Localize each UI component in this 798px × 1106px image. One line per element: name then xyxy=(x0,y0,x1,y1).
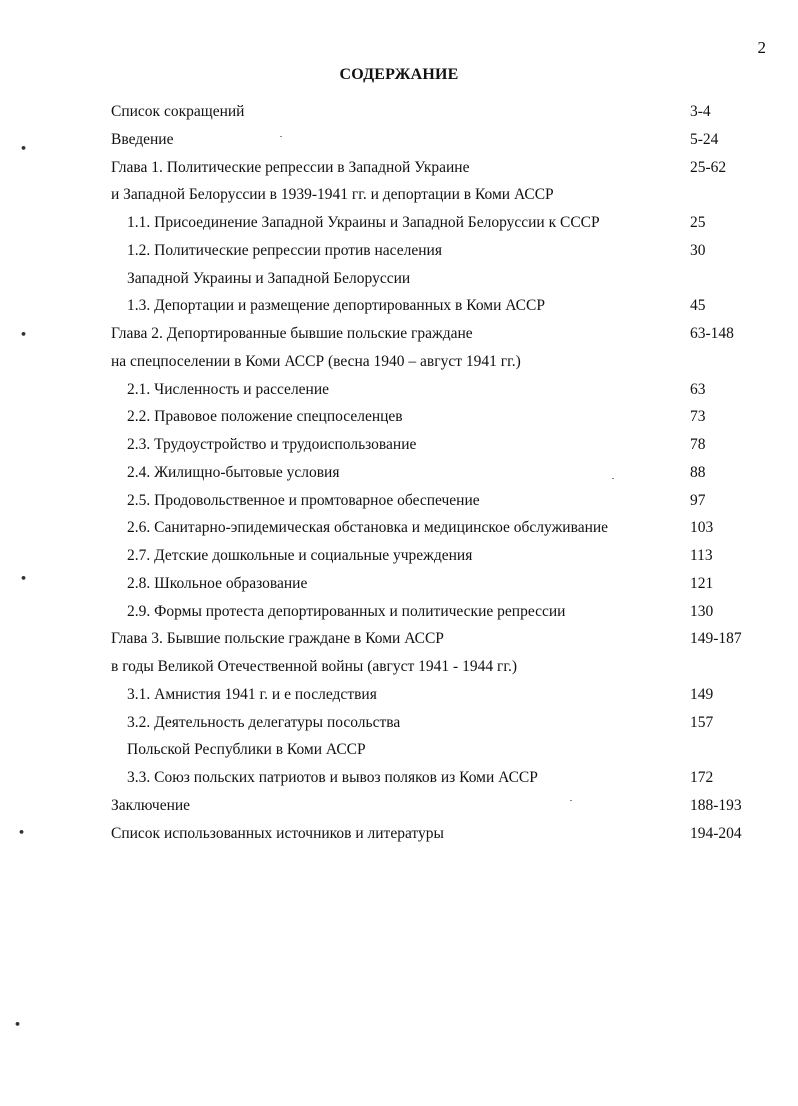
toc-entry xyxy=(0,709,798,737)
toc-entry-title: и Западной Белоруссии в 1939-1941 гг. и депортации в Коми АССР xyxy=(111,186,554,204)
toc-entry-title: Глава 2. Депортированные бывшие польские граждане xyxy=(111,325,473,342)
toc-entry xyxy=(0,181,798,209)
toc-entry-title: Польской Республики в Коми АССР xyxy=(127,741,366,759)
toc-entry xyxy=(0,514,798,542)
toc-entry-title: Глава 3. Бывшие польские граждане в Коми АССР xyxy=(111,630,444,648)
table-of-contents xyxy=(0,98,798,847)
toc-entry-title: Введение xyxy=(111,130,174,148)
toc-entry-pages: 113 xyxy=(690,547,713,564)
toc-entry-pages: 78 xyxy=(690,436,706,453)
toc-entry-pages: 172 xyxy=(690,769,714,786)
page-number: 2 xyxy=(757,38,766,57)
toc-entry-pages: 5-24 xyxy=(690,130,719,148)
toc-entry xyxy=(0,792,798,820)
toc-entry-pages: 103 xyxy=(690,519,714,537)
toc-entry-pages: 3-4 xyxy=(690,103,711,120)
toc-entry-title: 2.1. Численность и расселение xyxy=(127,380,330,398)
toc-entry-title: 1.3. Депортации и размещение депортированных в Коми АССР xyxy=(127,297,545,315)
toc-entry-pages: 97 xyxy=(690,491,706,509)
scan-mark: • xyxy=(20,142,28,155)
toc-entry xyxy=(0,653,798,681)
scan-mark: • xyxy=(20,572,28,585)
toc-entry-pages: 25-62 xyxy=(690,158,727,176)
toc-entry xyxy=(0,265,798,293)
toc-entry-title: 1.1. Присоединение Западной Украины и Западной Белоруссии к СССР xyxy=(127,214,600,231)
toc-entry-title: 3.2. Деятельность делегатуры посольства xyxy=(127,713,401,731)
scan-speck xyxy=(280,136,282,137)
toc-entry xyxy=(0,625,798,653)
toc-entry xyxy=(0,570,798,598)
toc-entry-pages: 30 xyxy=(690,241,706,259)
toc-entry-pages: 121 xyxy=(690,574,714,592)
toc-entry xyxy=(0,431,798,459)
toc-entry-title: 3.1. Амнистия 1941 г. и е последствия xyxy=(127,685,377,703)
toc-entry xyxy=(0,237,798,265)
toc-entry-title: 2.6. Санитарно-эпидемическая обстановка и медицинское обслуживание xyxy=(127,519,609,537)
toc-entry-pages: 149-187 xyxy=(690,630,742,648)
toc-entry xyxy=(0,98,798,126)
toc-entry-title: в годы Великой Отечественной войны (август 1941 - 1944 гг.) xyxy=(111,658,517,675)
toc-entry-title: Западной Украины и Западной Белоруссии xyxy=(127,269,411,287)
toc-entry-title: 2.2. Правовое положение спецпоселенцев xyxy=(127,408,403,426)
toc-entry xyxy=(0,820,798,848)
toc-entry xyxy=(0,209,798,237)
toc-entry-pages: 188-193 xyxy=(690,796,742,814)
toc-entry xyxy=(0,376,798,404)
scan-speck xyxy=(612,478,614,479)
toc-entry xyxy=(0,736,798,764)
toc-entry xyxy=(0,764,798,792)
toc-entry-title: 2.5. Продовольственное и промтоварное обеспечение xyxy=(127,491,480,509)
toc-entry-title: 2.4. Жилищно-бытовые условия xyxy=(127,463,340,481)
toc-entry-pages: 157 xyxy=(690,713,714,731)
toc-entry-title: 1.2. Политические репрессии против населения xyxy=(127,241,442,259)
page-title: СОДЕРЖАНИЕ xyxy=(339,66,459,83)
toc-entry-pages: 194-204 xyxy=(690,824,742,842)
toc-entry xyxy=(0,320,798,348)
toc-entry xyxy=(0,459,798,487)
toc-entry-pages: 63 xyxy=(690,380,706,398)
toc-entry-pages: 63-148 xyxy=(690,325,734,342)
toc-entry xyxy=(0,126,798,154)
toc-entry-title: 3.3. Союз польских патриотов и вывоз поляков из Коми АССР xyxy=(127,769,538,786)
toc-entry-title: Список сокращений xyxy=(111,103,245,120)
toc-entry-pages: 45 xyxy=(690,297,706,315)
toc-entry xyxy=(0,542,798,570)
toc-entry-pages: 149 xyxy=(690,685,714,703)
toc-entry-title: Глава 1. Политические репрессии в Западной Украине xyxy=(111,158,470,176)
toc-entry xyxy=(0,403,798,431)
toc-entry-title: 2.8. Школьное образование xyxy=(127,574,308,592)
toc-entry xyxy=(0,292,798,320)
toc-entry xyxy=(0,487,798,515)
toc-entry-pages: 73 xyxy=(690,408,706,426)
toc-entry-title: 2.3. Трудоустройство и трудоиспользование xyxy=(127,436,417,453)
toc-entry-title: 2.7. Детские дошкольные и социальные учреждения xyxy=(127,547,473,564)
toc-entry-title: на спецпоселении в Коми АССР (весна 1940 – август 1941 гг.) xyxy=(111,352,521,370)
toc-entry-pages: 88 xyxy=(690,463,706,481)
toc-entry-title: Список использованных источников и литературы xyxy=(111,824,444,842)
toc-entry-title: Заключение xyxy=(111,796,191,814)
scan-speck xyxy=(570,800,572,801)
toc-entry-pages: 25 xyxy=(690,214,706,231)
toc-entry-title: 2.9. Формы протеста депортированных и политические репрессии xyxy=(127,602,566,620)
toc-entry xyxy=(0,681,798,709)
toc-entry xyxy=(0,598,798,626)
toc-entry xyxy=(0,348,798,376)
toc-entry-pages: 130 xyxy=(690,602,714,620)
scan-mark: • xyxy=(18,826,26,839)
toc-entry xyxy=(0,154,798,182)
scan-mark: • xyxy=(20,328,28,341)
scan-mark: • xyxy=(14,1018,22,1031)
